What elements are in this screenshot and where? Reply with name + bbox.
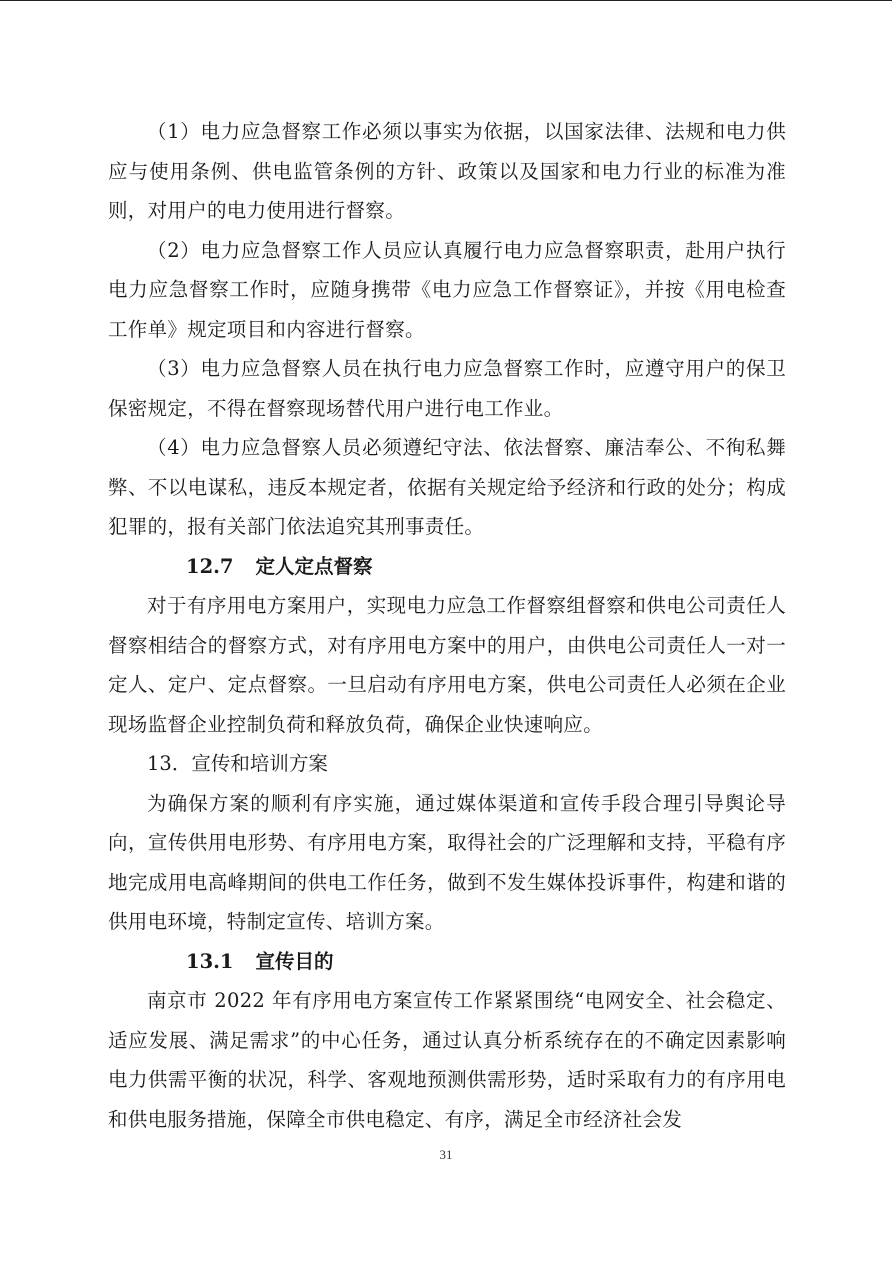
paragraph-3: （3）电力应急督察人员在执行电力应急督察工作时，应遵守用户的保卫保密规定，不得在督察现场替代用户进行电工作业。 xyxy=(108,357,786,420)
section-13-1-number: 13.1 xyxy=(186,949,234,973)
paragraph-1: （1）电力应急督察工作必须以事实为依据，以国家法律、法规和电力供应与使用条例、供电监管条例的方针、政策以及国家和电力行业的标准为准则，对用户的电力使用进行督察。 xyxy=(108,120,786,222)
paragraph-4: （4）电力应急督察人员必须遵纪守法、依法督察、廉洁奉公、不徇私舞弊、不以电谋私，违反本规定者，依据有关规定给予经济和行政的处分；构成犯罪的，报有关部门依法追究其刑事责任。 xyxy=(108,436,786,538)
section-13-1-heading xyxy=(108,942,786,982)
document-body xyxy=(108,112,786,1139)
section-12-7-heading xyxy=(108,547,786,587)
section-12-7-number: 12.7 xyxy=(186,554,234,578)
section-12-7-title: 定人定点督察 xyxy=(255,554,373,578)
section-13-1-title: 宣传目的 xyxy=(255,949,334,973)
paragraph-6: 为确保方案的顺利有序实施，通过媒体渠道和宣传手段合理引导舆论导向，宣传供用电形势、有序用电方案，取得社会的广泛理解和支持，平稳有序地完成用电高峰期间的供电工作任务，做到不发生媒体投诉事件，构建和谐的供用电环境，特制定宣传、培训方案。 xyxy=(108,791,786,933)
paragraph-2: （2）电力应急督察工作人员应认真履行电力应急督察职责，赴用户执行电力应急督察工作时，应随身携带《电力应急工作督察证》，并按《用电检查工作单》规定项目和内容进行督察。 xyxy=(108,238,786,341)
paragraph-5: 对于有序用电方案用户，实现电力应急工作督察组督察和供电公司责任人督察相结合的督察方式，对有序用电方案中的用户，由供电公司责任人一对一定人、定户、定点督察。一旦启动有序用电方案，供电公司责任人必须在企业现场监督企业控制负荷和释放负荷，确保企业快速响应。 xyxy=(108,594,786,736)
section-13-heading: 13．宣传和培训方案 xyxy=(147,752,328,775)
paragraph-7: 南京市 2022 年有序用电方案宣传工作紧紧围绕“电网安全、社会稳定、适应发展、满足需求”的中心任务，通过认真分析系统存在的不确定因素影响电力供需平衡的状况，科学、客观地预测供需形势，适时采取有力的有序用电和供电服务措施，保障全市供电稳定、有序，满足全市经济社会发 xyxy=(108,989,786,1131)
page-number: 31 xyxy=(439,1147,453,1162)
